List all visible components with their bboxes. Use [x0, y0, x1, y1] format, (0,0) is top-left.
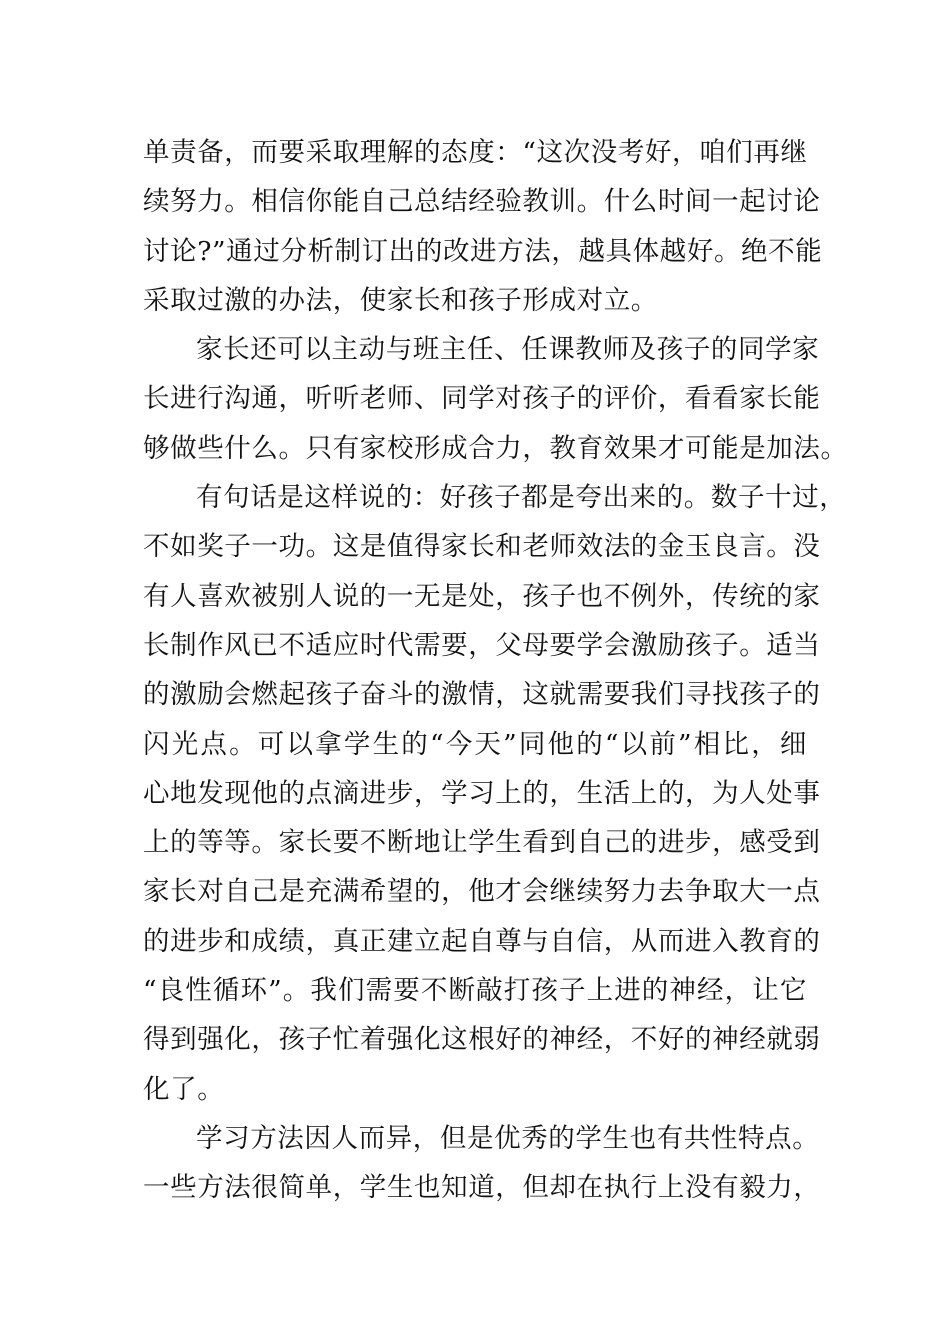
text-line: 不如奖子一功。这是值得家长和老师效法的金玉良言。没: [143, 531, 821, 563]
text-line: 够做些什么。只有家校形成合力，教育效果才可能是加法。: [143, 432, 848, 464]
text-line: 的激励会燃起孩子奋斗的激情，这就需要我们寻找孩子的: [143, 679, 821, 711]
text-line: 一些方法很简单，学生也知道，但却在执行上没有毅力，: [143, 1172, 821, 1204]
text-line: “良性循环”。我们需要不断敲打孩子上进的神经，让它: [143, 975, 807, 1007]
text-line: 家长还可以主动与班主任、任课教师及孩子的同学家: [196, 334, 820, 366]
text-line: 闪光点。可以拿学生的“今天”同他的“以前”相比，细: [143, 728, 807, 760]
text-line: 得到强化，孩子忙着强化这根好的神经，不好的神经就弱: [143, 1024, 821, 1056]
text-line: 采取过激的办法，使家长和孩子形成对立。: [143, 284, 658, 316]
text-line: 有人喜欢被别人说的一无是处，孩子也不例外，传统的家: [143, 580, 821, 612]
text-line: 学习方法因人而异，但是优秀的学生也有共性特点。: [196, 1122, 820, 1154]
text-line: 的进步和成绩，真正建立起自尊与自信，从而进入教育的: [143, 925, 821, 957]
text-line: 续努力。相信你能自己总结经验教训。什么时间一起讨论: [143, 186, 821, 218]
text-line: 讨论?”通过分析制订出的改进方法，越具体越好。绝不能: [143, 235, 823, 267]
text-line: 长进行沟通，听听老师、同学对孩子的评价，看看家长能: [143, 383, 821, 415]
body-text: [143, 128, 848, 1213]
text-line: 化了。: [143, 1073, 225, 1105]
text-line: 单责备，而要采取理解的态度：“这次没考好，咱们再继: [143, 137, 808, 168]
text-line: 长制作风已不适应时代需要，父母要学会激励孩子。适当: [143, 629, 821, 661]
text-line: 家长对自己是充满希望的，他才会继续努力去争取大一点: [143, 876, 821, 908]
text-line: 心地发现他的点滴进步，学习上的，生活上的，为人处事: [143, 777, 821, 809]
text-line: 有句话是这样说的：好孩子都是夸出来的。数子十过，: [196, 482, 847, 514]
text-line: 上的等等。家长要不断地让学生看到自己的进步，感受到: [143, 827, 821, 859]
